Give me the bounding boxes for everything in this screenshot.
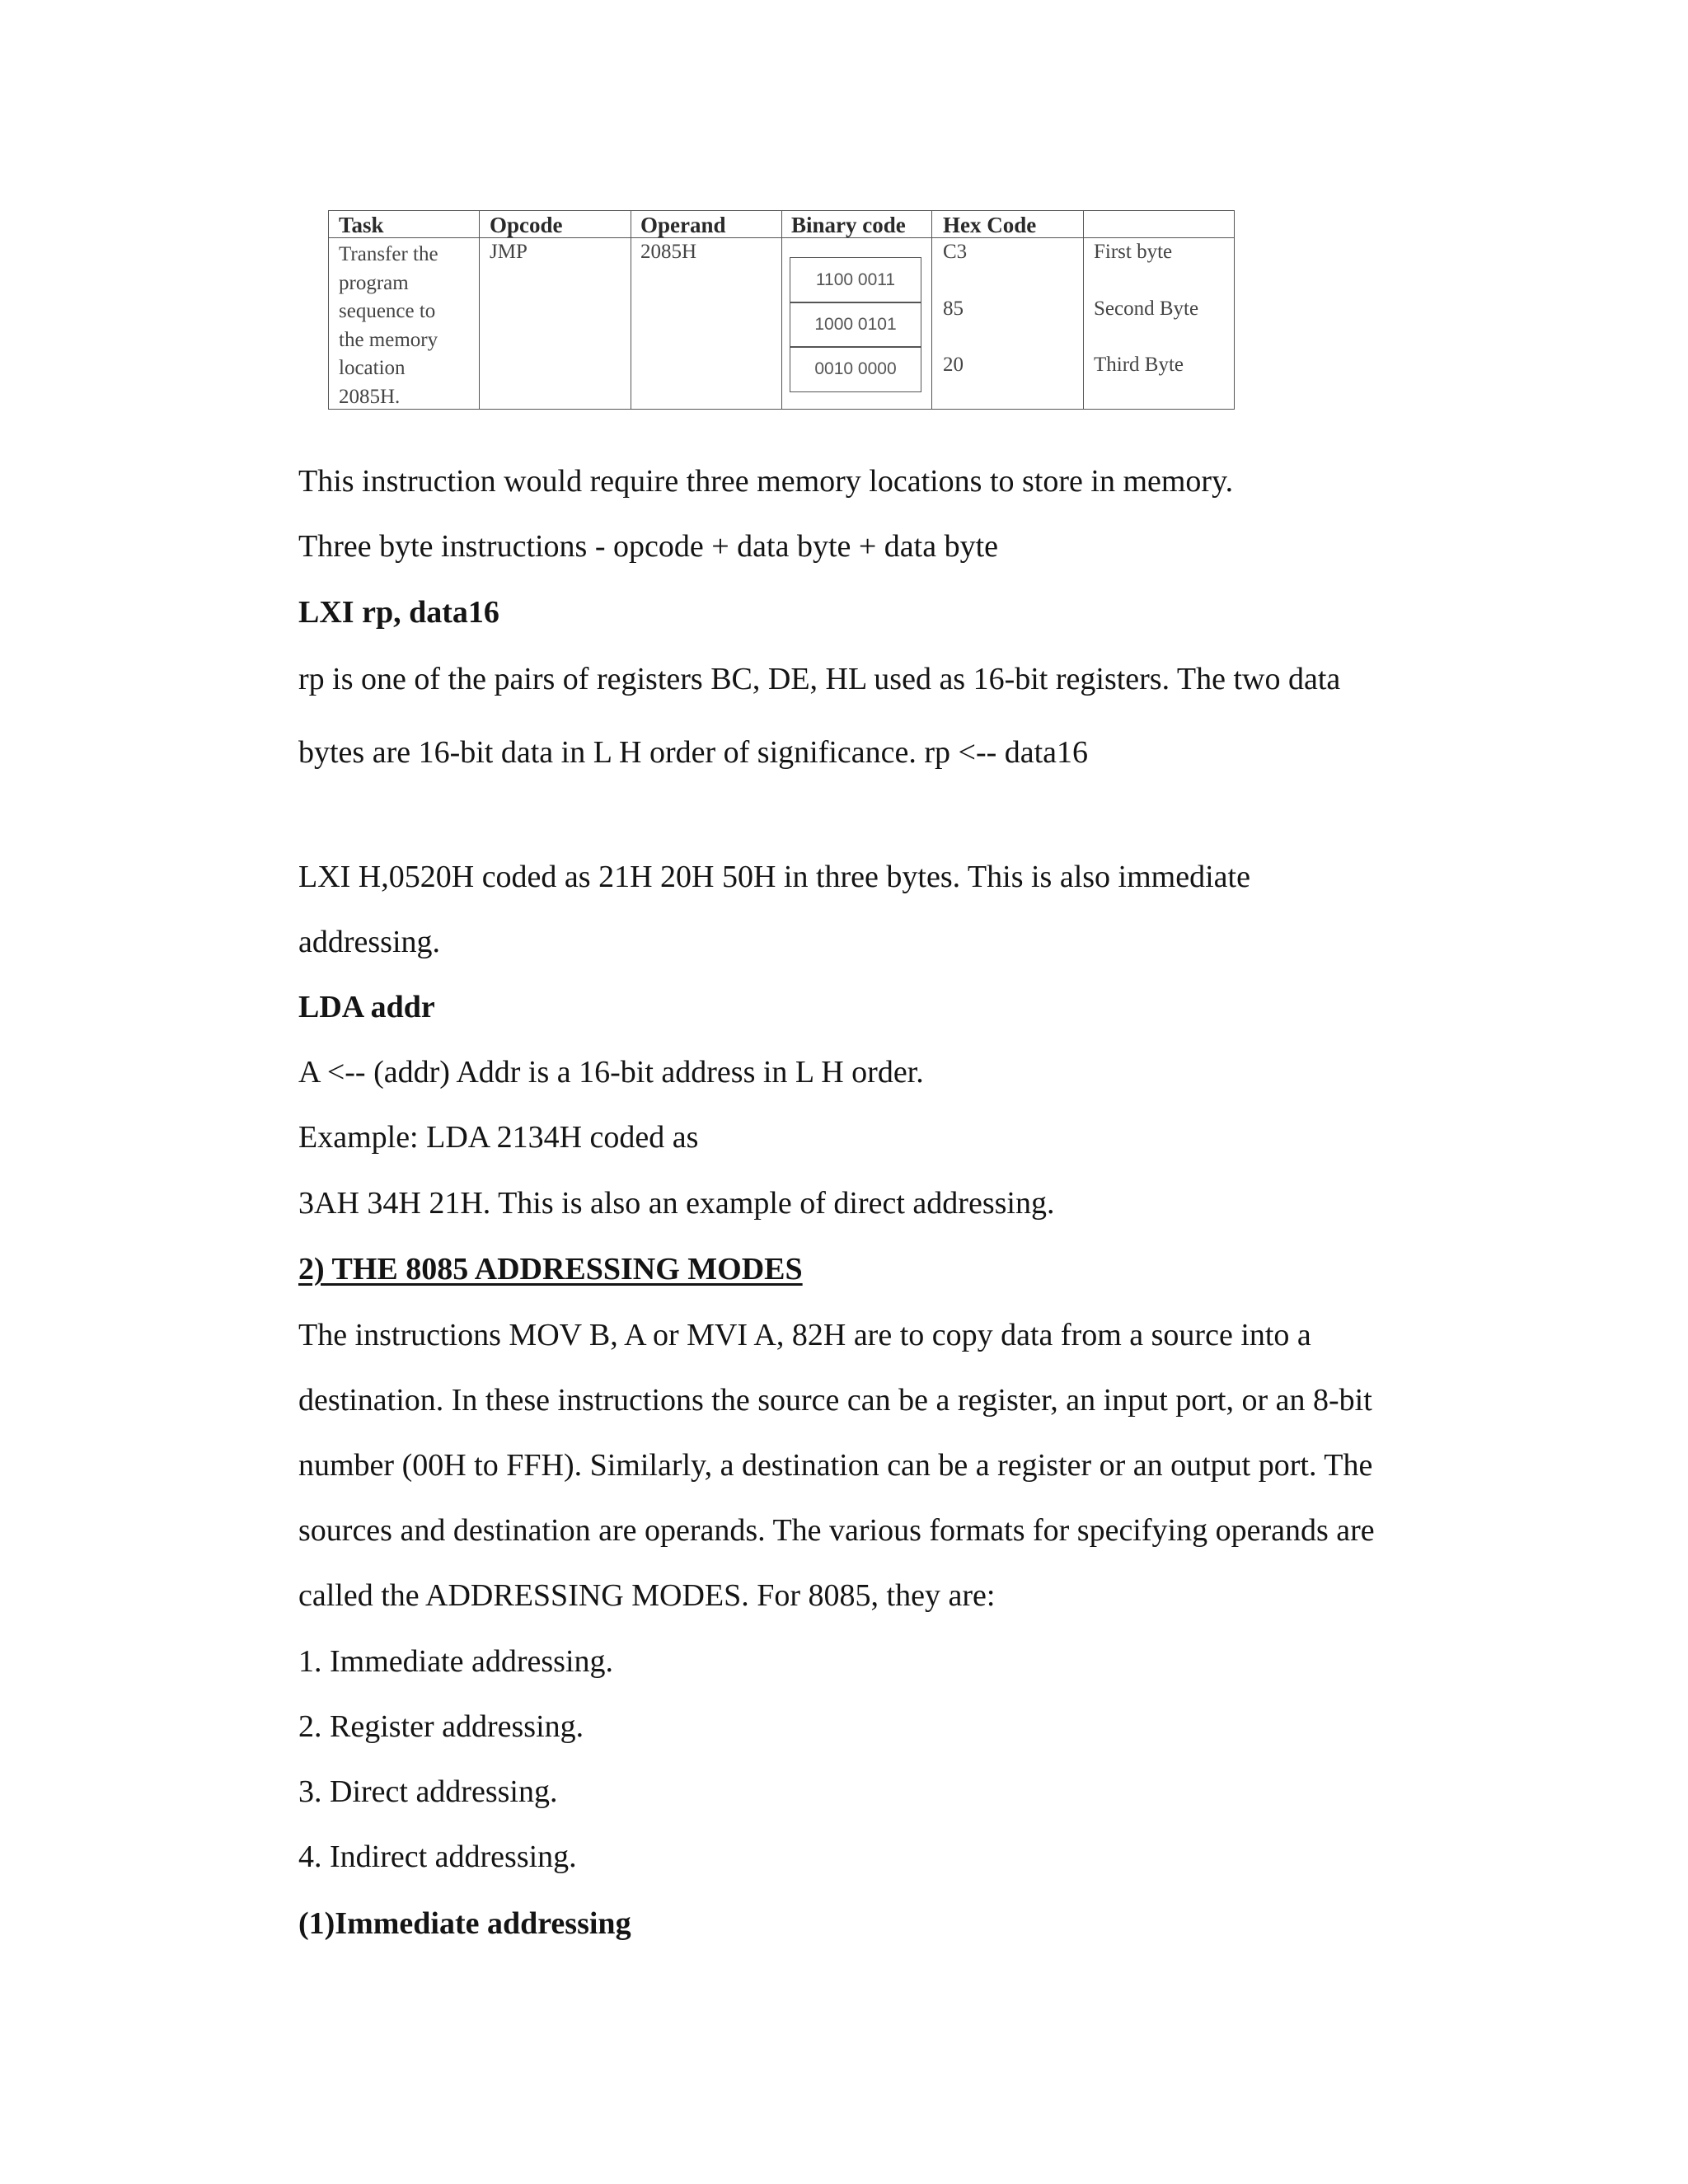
hex-code-byte-3: 20 [943,354,964,376]
paragraph-three-byte-instructions: Three byte instructions - opcode + data byte + data byte [298,529,999,564]
task-line: Transfer the [339,243,438,265]
task-line: program [339,271,409,294]
paragraph-lxi-example-line-1: LXI H,0520H coded as 21H 20H 50H in three bytes. This is also immediate [298,860,1250,894]
table-header-operand: Operand [640,213,726,237]
list-item: 2. Register addressing. [298,1709,584,1744]
table-header-divider [329,237,1234,238]
task-line: the memory [339,328,438,351]
byte-label-first: First byte [1094,241,1173,263]
paragraph-modes-line-5: called the ADDRESSING MODES. For 8085, they are: [298,1578,996,1613]
paragraph-modes-line-2: destination. In these instructions the source can be a register, an input port, or an 8-bit [298,1383,1372,1418]
paragraph-rp-line-1: rp is one of the pairs of registers BC, DE, HL used as 16-bit registers. The two data [298,662,1341,696]
binary-code-byte-2: 1000 0101 [790,302,921,348]
list-item: 4. Indirect addressing. [298,1840,577,1874]
heading-lxi: LXI rp, data16 [298,595,499,630]
paragraph-modes-line-4: sources and destination are operands. The various formats for specifying operands are [298,1513,1375,1548]
table-header-task: Task [339,213,384,237]
paragraph-lda-example: Example: LDA 2134H coded as [298,1120,699,1155]
paragraph-modes-line-1: The instructions MOV B, A or MVI A, 82H are to copy data from a source into a [298,1318,1311,1352]
byte-label-third: Third Byte [1094,354,1184,376]
paragraph-modes-line-3: number (00H to FFH). Similarly, a destination can be a register or an output port. The [298,1448,1373,1483]
table-divider [781,211,782,409]
table-header-opcode: Opcode [490,213,563,237]
operand-cell: 2085H [640,241,697,263]
task-line: sequence to [339,300,436,322]
binary-code-byte-3: 0010 0000 [790,346,921,392]
byte-label-second: Second Byte [1094,298,1199,320]
table-divider [931,211,932,409]
table-divider [1083,211,1084,409]
paragraph-lda-coded: 3AH 34H 21H. This is also an example of direct addressing. [298,1186,1055,1221]
binary-code-byte-1: 1100 0011 [790,257,921,303]
task-line: location [339,357,406,379]
list-item: 1. Immediate addressing. [298,1644,614,1679]
hex-code-byte-1: C3 [943,241,968,263]
paragraph-rp-line-2: bytes are 16-bit data in L H order of significance. rp <-- data16 [298,735,1089,770]
heading-immediate-addressing: (1)Immediate addressing [298,1906,631,1941]
task-cell [339,241,471,411]
table-divider [479,211,480,409]
table-header-binary-code: Binary code [791,213,906,237]
paragraph-lda-description: A <-- (addr) Addr is a 16-bit address in L H order. [298,1055,924,1090]
jmp-instruction-table [328,210,1235,410]
opcode-cell: JMP [490,241,528,263]
hex-code-byte-2: 85 [943,298,964,320]
paragraph-lxi-example-line-2: addressing. [298,925,441,959]
heading-lda: LDA addr [298,990,435,1024]
paragraph-three-memory-locations: This instruction would require three memory locations to store in memory. [298,464,1234,499]
heading-addressing-modes: 2) THE 8085 ADDRESSING MODES [298,1252,803,1286]
table-header-hex-code: Hex Code [943,213,1037,237]
task-line: 2085H. [339,385,401,408]
list-item: 3. Direct addressing. [298,1774,558,1809]
